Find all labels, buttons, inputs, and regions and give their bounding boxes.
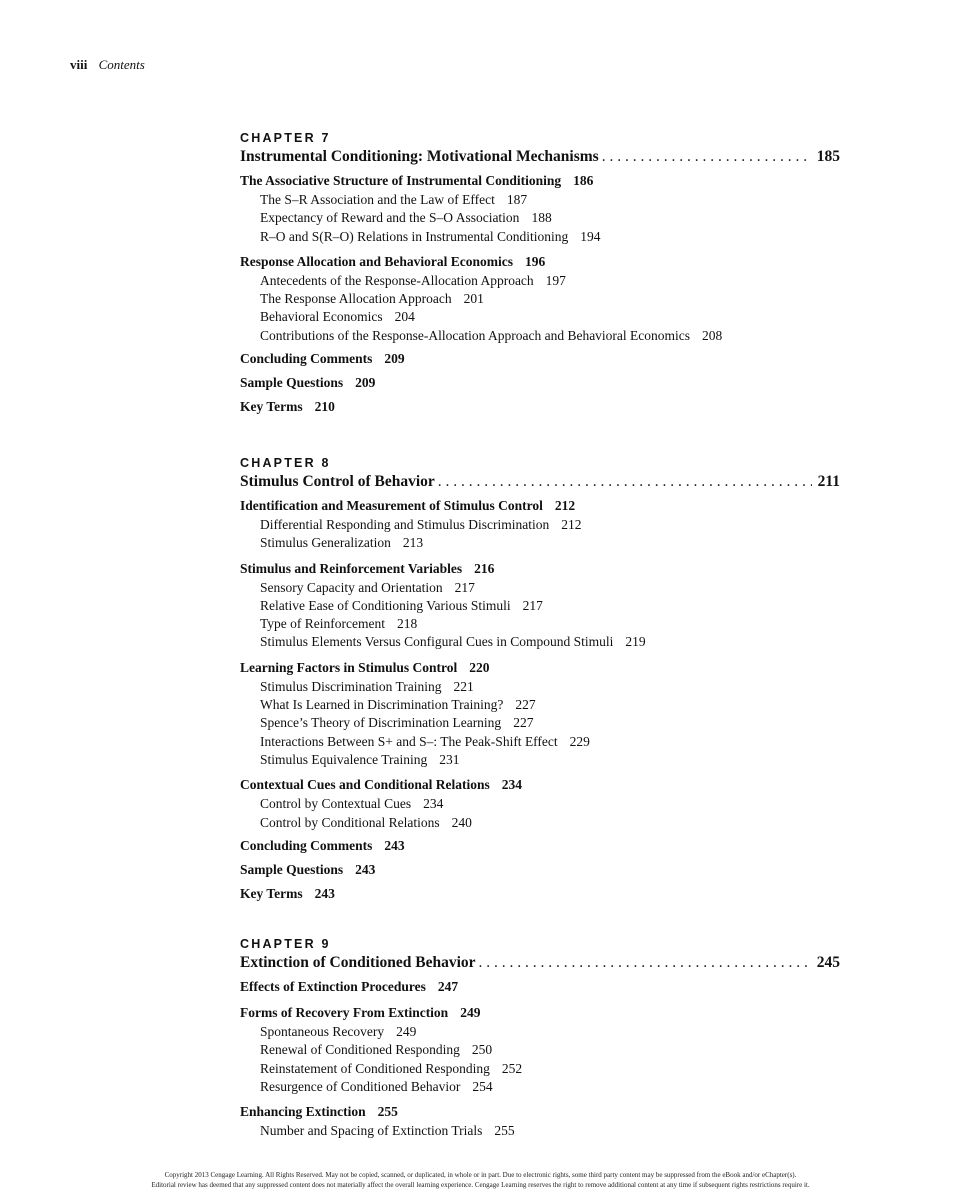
page-number: viii xyxy=(70,57,88,72)
chapter-8 xyxy=(240,455,840,904)
section-heading: Effects of Extinction Procedures 247 xyxy=(240,979,459,994)
toc-section xyxy=(240,251,840,345)
subsection-entry: The Response Allocation Approach 201 xyxy=(260,291,484,307)
subsection-entry: Reinstatement of Conditioned Responding 252 xyxy=(260,1060,523,1076)
subsection-entry: Control by Contextual Cues 234 xyxy=(260,796,444,812)
toc-section xyxy=(240,774,840,832)
section-heading: Contextual Cues and Conditional Relations 234 xyxy=(240,777,523,793)
footer-line-2: Editorial review has deemed that any suppressed content does not materially affect the overall learning experience. Cengage Learning reserves the right to remove additional content at any time if subsequent rights restrictions require it. xyxy=(151,1180,810,1189)
copyright-footer xyxy=(0,1171,961,1190)
footer-line-1: Copyright 2013 Cengage Learning. All Rights Reserved. May not be copied, scanned, or duplicated, in whole or in part. Due to electronic rights, some third party content may be suppressed from the eBook and/or eChapter(s). xyxy=(164,1171,797,1179)
section-heading: Sample Questions 243 xyxy=(240,861,376,877)
subsection-entry: Stimulus Discrimination Training 221 xyxy=(260,678,474,694)
subsection-entry: Control by Conditional Relations 240 xyxy=(260,814,472,830)
subsection-entry: Stimulus Equivalence Training 231 xyxy=(260,751,460,767)
chapter-page: 211 xyxy=(817,473,840,490)
section-heading: Response Allocation and Behavioral Economics 196 xyxy=(240,253,546,269)
chapter-title: Instrumental Conditioning: Motivational Mechanisms xyxy=(240,148,599,165)
dot-leader xyxy=(602,146,811,168)
subsection-entry: What Is Learned in Discrimination Training? 227 xyxy=(260,697,536,713)
toc-section xyxy=(240,1002,840,1096)
chapter-title: Extinction of Conditioned Behavior xyxy=(240,954,476,971)
subsection-entry: Antecedents of the Response-Allocation Approach 197 xyxy=(260,272,566,288)
subsection-entry: Relative Ease of Conditioning Various Stimuli 217 xyxy=(260,597,543,613)
section-heading: Stimulus and Reinforcement Variables 216 xyxy=(240,560,495,576)
dot-leader xyxy=(479,952,811,974)
subsection-entry: R–O and S(R–O) Relations in Instrumental Conditioning 194 xyxy=(260,228,601,244)
section-heading: The Associative Structure of Instrumental Conditioning 186 xyxy=(240,173,594,188)
subsection-entry: Spence’s Theory of Discrimination Learning 227 xyxy=(260,715,534,731)
toc-section xyxy=(240,558,840,652)
chapter-9 xyxy=(240,936,840,1140)
running-head xyxy=(70,57,145,73)
section-heading: Concluding Comments 209 xyxy=(240,351,405,367)
subsection-entry: Differential Responding and Stimulus Discrimination 212 xyxy=(260,517,582,532)
section-heading: Learning Factors in Stimulus Control 220 xyxy=(240,659,490,675)
chapter-title-row xyxy=(240,471,840,493)
subsection-entry: Sensory Capacity and Orientation 217 xyxy=(260,579,475,595)
dot-leader xyxy=(438,471,812,493)
subsection-entry: Expectancy of Reward and the S–O Association 188 xyxy=(260,210,552,226)
subsection-entry: The S–R Association and the Law of Effect 187 xyxy=(260,192,528,207)
chapter-title-row xyxy=(240,952,840,974)
chapter-page: 245 xyxy=(816,954,840,971)
chapter-title-row xyxy=(240,146,840,168)
toc-section xyxy=(240,657,840,769)
section-heading: Identification and Measurement of Stimulus Control 212 xyxy=(240,498,576,513)
toc-section xyxy=(240,170,840,246)
chapter-label: CHAPTER 7 xyxy=(240,131,331,145)
subsection-entry: Renewal of Conditioned Responding 250 xyxy=(260,1042,493,1058)
chapter-label: CHAPTER 9 xyxy=(240,937,331,951)
subsection-entry: Resurgence of Conditioned Behavior 254 xyxy=(260,1078,493,1094)
subsection-entry: Stimulus Elements Versus Configural Cues in Compound Stimuli 219 xyxy=(260,634,646,650)
toc-section xyxy=(240,495,840,553)
section-heading: Concluding Comments 243 xyxy=(240,837,405,853)
subsection-entry: Interactions Between S+ and S–: The Peak-Shift Effect 229 xyxy=(260,733,590,749)
subsection-entry: Behavioral Economics 204 xyxy=(260,309,415,325)
chapter-7 xyxy=(240,130,840,417)
toc-section xyxy=(240,1101,840,1140)
subsection-entry: Number and Spacing of Extinction Trials 255 xyxy=(260,1123,515,1139)
subsection-entry: Type of Reinforcement 218 xyxy=(260,616,418,632)
running-head-section: Contents xyxy=(98,57,145,72)
chapter-page: 185 xyxy=(816,148,840,165)
chapter-label: CHAPTER 8 xyxy=(240,456,331,470)
section-heading: Forms of Recovery From Extinction 249 xyxy=(240,1005,481,1020)
section-heading: Sample Questions 209 xyxy=(240,375,376,391)
section-heading: Key Terms 243 xyxy=(240,885,335,901)
subsection-entry: Contributions of the Response-Allocation Approach and Behavioral Economics 208 xyxy=(260,327,723,343)
subsection-entry: Stimulus Generalization 213 xyxy=(260,535,424,551)
subsection-entry: Spontaneous Recovery 249 xyxy=(260,1024,417,1039)
chapter-title: Stimulus Control of Behavior xyxy=(240,473,435,490)
section-heading: Enhancing Extinction 255 xyxy=(240,1104,398,1120)
section-heading: Key Terms 210 xyxy=(240,399,335,415)
